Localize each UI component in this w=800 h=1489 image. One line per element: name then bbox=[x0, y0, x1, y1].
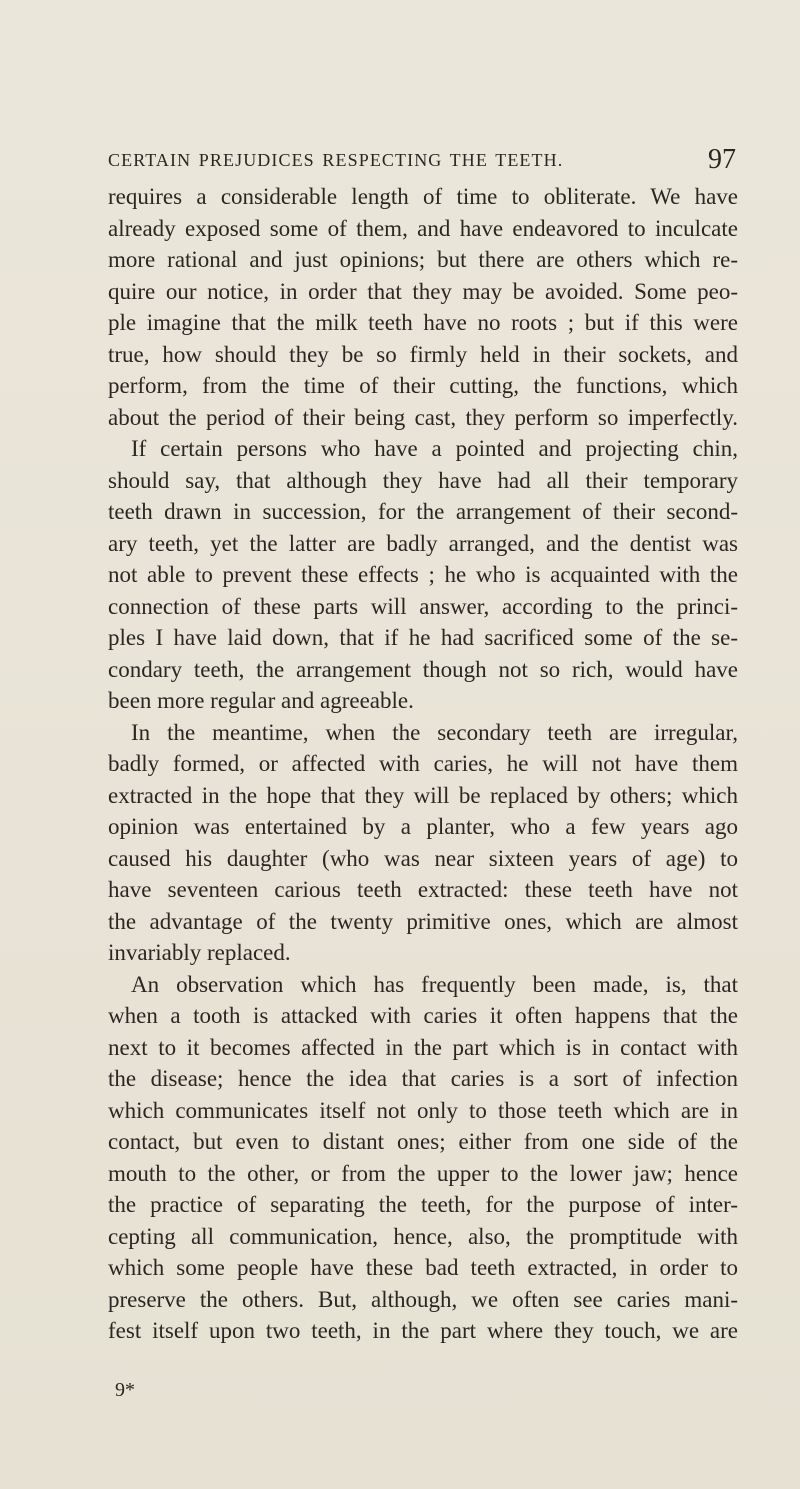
text-line: the practice of separating the teeth, for the purpose of inter- bbox=[108, 1192, 738, 1217]
text-line-paragraph-start: In the meantime, when the secondary teeth are irregular, bbox=[131, 719, 738, 745]
text-line: already exposed some of them, and have endeavored to inculcate bbox=[108, 215, 738, 241]
text-line-paragraph-end: invariably replaced. bbox=[108, 940, 291, 965]
text-line-paragraph-end: been more regular and agreeable. bbox=[108, 688, 414, 713]
text-line: not able to prevent these effects ; he who is acquainted with the bbox=[108, 562, 738, 587]
text-line: contact, but even to distant ones; either from one side of the bbox=[108, 1129, 738, 1154]
text-line: have seventeen carious teeth extracted: these teeth have not bbox=[108, 877, 738, 902]
text-line: true, how should they be so firmly held in their sockets, and bbox=[108, 341, 738, 367]
text-line: more rational and just opinions; but there are others which re- bbox=[108, 247, 738, 272]
text-line: badly formed, or affected with caries, he will not have them bbox=[108, 751, 738, 776]
signature-mark: 9* bbox=[115, 1379, 135, 1401]
text-line: which communicates itself not only to those teeth which are in bbox=[108, 1097, 738, 1123]
text-line: about the period of their being cast, they perform so imperfectly. bbox=[108, 404, 738, 430]
text-line: cepting all communication, hence, also, the promptitude with bbox=[108, 1223, 738, 1249]
text-line: should say, that although they have had all their temporary bbox=[108, 467, 738, 493]
text-line: the disease; hence the idea that caries is a sort of infection bbox=[108, 1066, 738, 1091]
text-line: the advantage of the twenty primitive ones, which are almost bbox=[108, 908, 738, 934]
text-line: condary teeth, the arrangement though not so rich, would have bbox=[108, 656, 738, 682]
text-line: when a tooth is attacked with caries it often happens that the bbox=[108, 1003, 738, 1028]
text-line: quire our notice, in order that they may be avoided. Some peo- bbox=[108, 278, 738, 304]
text-line: caused his daughter (who was near sixteen years of age) to bbox=[108, 845, 738, 871]
page-number: 97 bbox=[708, 144, 736, 175]
text-line: next to it becomes affected in the part which is in contact with bbox=[108, 1034, 738, 1060]
text-line: ple imagine that the milk teeth have no roots ; but if this were bbox=[108, 310, 738, 335]
text-line-paragraph-start: If certain persons who have a pointed and projecting chin, bbox=[131, 436, 738, 461]
running-title: CERTAIN PREJUDICES RESPECTING THE TEETH. bbox=[108, 150, 564, 170]
text-line: connection of these parts will answer, according to the princi- bbox=[108, 593, 738, 619]
text-line: perform, from the time of their cutting, the functions, which bbox=[108, 373, 738, 398]
text-line: ples I have laid down, that if he had sacrificed some of the se- bbox=[108, 625, 738, 650]
text-line: fest itself upon two teeth, in the part where they touch, we are bbox=[108, 1318, 738, 1343]
running-head bbox=[108, 144, 736, 175]
body-text bbox=[108, 181, 738, 1347]
text-line: preserve the others. But, although, we often see caries mani- bbox=[108, 1286, 738, 1312]
text-line: teeth drawn in succession, for the arrangement of their second- bbox=[108, 499, 738, 524]
text-line: which some people have these bad teeth extracted, in order to bbox=[108, 1255, 738, 1280]
text-line: mouth to the other, or from the upper to the lower jaw; hence bbox=[108, 1160, 738, 1186]
text-line: extracted in the hope that they will be replaced by others; which bbox=[108, 782, 738, 808]
text-line-paragraph-start: An observation which has frequently been made, is, that bbox=[131, 971, 738, 997]
text-line: opinion was entertained by a planter, who a few years ago bbox=[108, 814, 738, 839]
text-line: ary teeth, yet the latter are badly arranged, and the dentist was bbox=[108, 530, 738, 556]
text-line: requires a considerable length of time to obliterate. We have bbox=[108, 184, 738, 209]
